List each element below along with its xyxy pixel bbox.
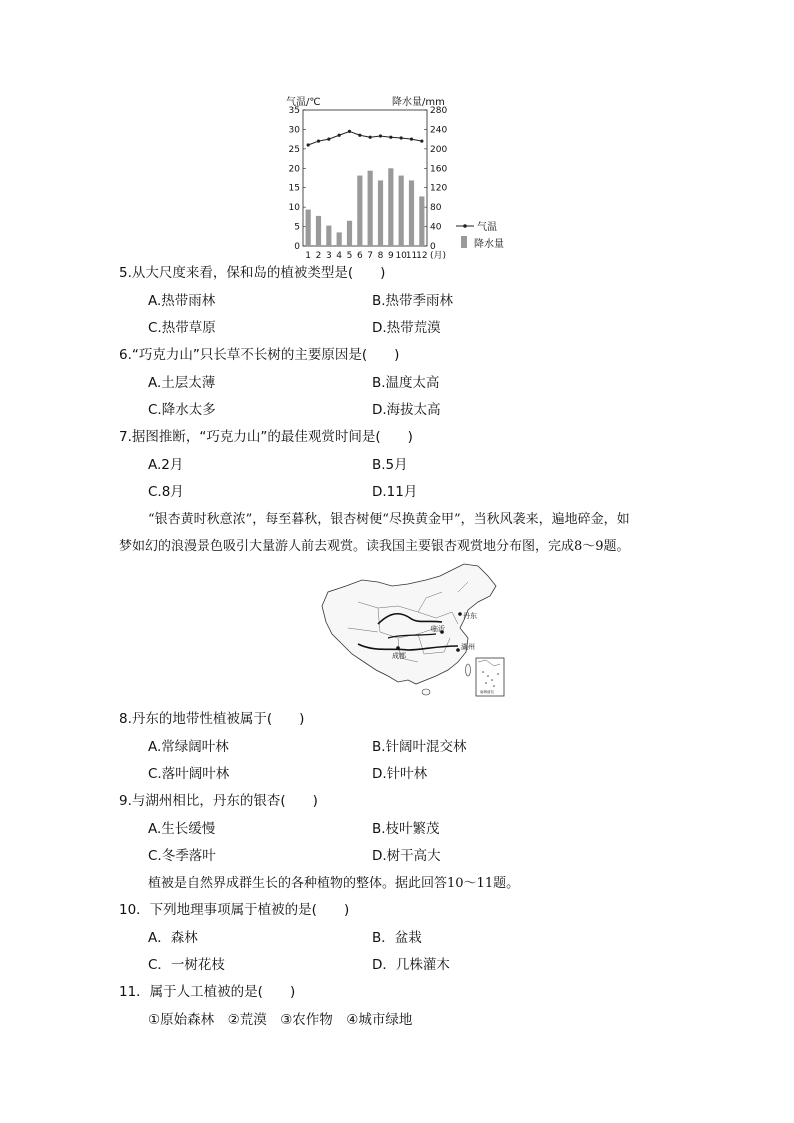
x-tick-label: 9 xyxy=(387,251,394,261)
legend-line-dot xyxy=(463,224,467,228)
right-tick-label: 40 xyxy=(430,222,442,233)
intro-10-11: 植被是自然界成群生长的各种植物的整体。据此回答10～11题。 xyxy=(148,876,520,891)
temperature-point xyxy=(379,134,382,137)
x-tick-label: 11 xyxy=(405,251,418,261)
y-right-axis-label: 降水量/mm xyxy=(392,97,445,108)
temperature-point xyxy=(389,136,392,139)
question-8-stem: 8.丹东的地带性植被属于( ) xyxy=(119,711,305,727)
dandong-dot xyxy=(458,612,462,616)
precipitation-bar xyxy=(409,180,414,246)
question-10-stem: 10．下列地理事项属于植被的是( ) xyxy=(119,902,350,918)
plot-frame xyxy=(303,110,427,246)
right-tick-label: 80 xyxy=(430,203,442,214)
legend-temperature: 气温 xyxy=(477,222,497,233)
temperature-line xyxy=(308,131,422,145)
question-7-option-a[interactable]: A.2月 xyxy=(148,457,184,473)
precipitation-bar xyxy=(337,232,342,246)
left-tick-label: 35 xyxy=(288,106,300,116)
y-left-axis-label: 气温/℃ xyxy=(286,97,321,108)
question-6-option-c[interactable]: C.降水太多 xyxy=(148,402,216,418)
temperature-point xyxy=(338,134,341,137)
question-7-stem: 7.据图推断，“巧克力山”的最佳观赏时间是( ) xyxy=(119,429,413,445)
question-7-option-c[interactable]: C.8月 xyxy=(148,484,184,500)
question-5-option-d[interactable]: D.热带荒漠 xyxy=(372,320,441,336)
question-6-option-b[interactable]: B.温度太高 xyxy=(372,375,440,391)
climate-chart xyxy=(280,92,520,262)
question-11-stem: 11．属于人工植被的是( ) xyxy=(119,984,296,1000)
temperature-point xyxy=(327,138,330,141)
precipitation-bar xyxy=(388,168,393,246)
x-tick-label: 4 xyxy=(336,251,343,261)
question-5-stem: 5.从大尺度来看，保和岛的植被类型是( ) xyxy=(119,265,386,281)
right-tick-label: 240 xyxy=(430,125,448,136)
question-11-items: ①原始森林 ②荒漠 ③农作物 ④城市绿地 xyxy=(148,1012,413,1028)
x-tick-label: 7 xyxy=(367,251,374,261)
right-tick-label: 280 xyxy=(430,106,448,116)
question-9-option-b[interactable]: B.枝叶繁茂 xyxy=(372,821,440,837)
left-tick-label: 20 xyxy=(288,164,300,175)
chengdu-label: 成都 xyxy=(392,652,406,660)
right-tick-label: 160 xyxy=(430,164,448,175)
taiwan-island xyxy=(466,664,471,676)
question-10-option-d[interactable]: D．几株灌木 xyxy=(372,957,450,973)
right-tick-label: 0 xyxy=(430,242,436,252)
right-tick-label: 120 xyxy=(430,183,448,194)
x-tick-label: 2 xyxy=(315,251,322,261)
question-10-option-b[interactable]: B．盆栽 xyxy=(372,930,422,946)
precipitation-bar xyxy=(368,171,373,246)
question-6-option-a[interactable]: A.土层太薄 xyxy=(148,375,216,391)
x-tick-label: 12 xyxy=(416,251,428,261)
left-tick-label: 10 xyxy=(288,203,300,214)
legend-precipitation: 降水量 xyxy=(474,239,504,250)
question-9-option-d[interactable]: D.树干高大 xyxy=(372,848,441,864)
temperature-point xyxy=(420,139,423,142)
precipitation-bar xyxy=(357,176,362,246)
temperature-point xyxy=(348,130,351,133)
inset-label: 南海诸岛 xyxy=(480,690,494,694)
x-tick-label: 5 xyxy=(346,251,353,261)
question-7-option-b[interactable]: B.5月 xyxy=(372,457,408,473)
legend-bar-marker xyxy=(461,236,467,248)
question-6-stem: 6.“巧克力山”只长草不长树的主要原因是( ) xyxy=(119,347,400,363)
question-6-option-d[interactable]: D.海拔太高 xyxy=(372,402,441,418)
x-tick-label: 3 xyxy=(325,251,332,261)
left-tick-label: 15 xyxy=(288,183,300,194)
question-9-option-a[interactable]: A.生长缓慢 xyxy=(148,821,216,837)
temperature-point xyxy=(369,136,372,139)
right-tick-label: 200 xyxy=(430,144,448,155)
x-tick-label: 8 xyxy=(377,251,384,261)
huzhou-dot xyxy=(456,648,460,652)
precipitation-bar xyxy=(306,210,311,246)
question-8-option-a[interactable]: A.常绿阔叶林 xyxy=(148,739,229,755)
question-10-option-c[interactable]: C．一树花枝 xyxy=(148,957,225,973)
question-9-stem: 9.与湖州相比，丹东的银杏( ) xyxy=(119,793,318,809)
precipitation-bar xyxy=(399,176,404,246)
question-7-option-d[interactable]: D.11月 xyxy=(372,484,418,500)
temperature-point xyxy=(410,138,413,141)
precipitation-bar xyxy=(316,216,321,246)
x-axis-unit: (月) xyxy=(430,251,447,261)
question-8-option-d[interactable]: D.针叶林 xyxy=(372,766,428,782)
x-tick-label: 6 xyxy=(356,251,363,261)
dandong-label: 丹东 xyxy=(463,612,477,620)
linyi-label: 临沂 xyxy=(431,625,445,633)
left-tick-label: 0 xyxy=(294,242,300,252)
question-9-option-c[interactable]: C.冬季落叶 xyxy=(148,848,216,864)
question-5-option-a[interactable]: A.热带雨林 xyxy=(148,293,216,309)
china-ginkgo-map xyxy=(318,562,508,700)
temperature-point xyxy=(307,143,310,146)
x-tick-label: 1 xyxy=(305,251,312,261)
question-5-option-b[interactable]: B.热带季雨林 xyxy=(372,293,454,309)
precipitation-bar xyxy=(347,221,352,246)
question-8-option-c[interactable]: C.落叶阔叶林 xyxy=(148,766,230,782)
precipitation-bar xyxy=(419,196,424,246)
precipitation-bar xyxy=(378,180,383,246)
question-8-option-b[interactable]: B.针阔叶混交林 xyxy=(372,739,467,755)
hainan-island xyxy=(422,689,430,695)
precipitation-bar xyxy=(326,226,331,246)
temperature-point xyxy=(400,136,403,139)
question-5-option-c[interactable]: C.热带草原 xyxy=(148,320,216,336)
temperature-point xyxy=(358,134,361,137)
intro-8-9-line-2: 梦如幻的浪漫景色吸引大量游人前去观赏。读我国主要银杏观赏地分布图，完成8～9题。 xyxy=(119,539,630,554)
left-tick-label: 30 xyxy=(288,125,300,136)
question-10-option-a[interactable]: A．森林 xyxy=(148,930,198,946)
intro-8-9-line-1: “银杏黄时秋意浓”，每至暮秋，银杏树便“尽换黄金甲”，当秋风袭来，遍地碎金，如 xyxy=(148,512,630,527)
x-tick-label: 10 xyxy=(395,251,407,261)
chengdu-dot xyxy=(396,646,400,650)
left-tick-label: 5 xyxy=(294,222,300,233)
huzhou-label: 湖州 xyxy=(461,643,475,651)
temperature-point xyxy=(317,139,320,142)
left-tick-label: 25 xyxy=(288,144,300,155)
